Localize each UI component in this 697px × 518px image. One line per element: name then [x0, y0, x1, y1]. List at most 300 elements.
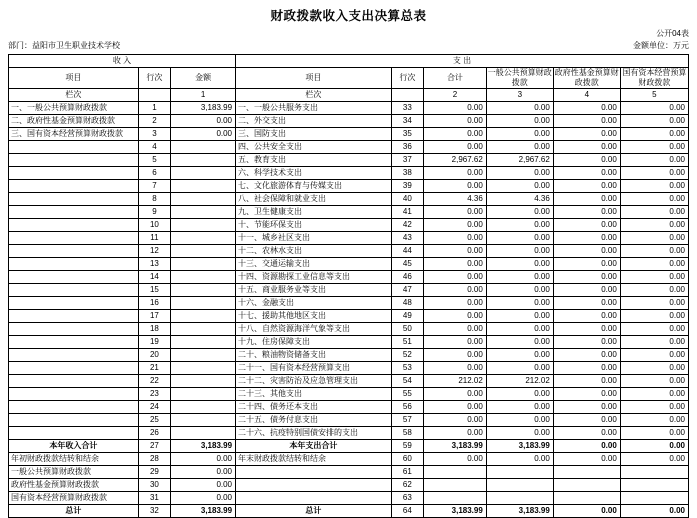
- header-income-amount: 金额: [171, 68, 236, 89]
- income-line-cell: 26: [138, 427, 170, 440]
- expense-state-capital-cell: 0.00: [620, 297, 688, 310]
- table-row: [9, 180, 689, 193]
- income-amount-cell: [171, 154, 236, 167]
- income-amount-cell: [171, 401, 236, 414]
- expense-state-capital-cell: 0.00: [620, 362, 688, 375]
- expense-state-capital-cell: 0.00: [620, 206, 688, 219]
- income-amount-cell: [171, 141, 236, 154]
- expense-state-capital-cell: 0.00: [620, 375, 688, 388]
- expense-general-public-cell: 0.00: [486, 310, 553, 323]
- expense-total-cell: 2,967.62: [424, 154, 487, 167]
- expense-gov-fund-cell: 0.00: [553, 362, 620, 375]
- header-expense-total: 合计: [424, 68, 487, 89]
- expense-gov-fund-cell: 0.00: [553, 219, 620, 232]
- expense-project-cell: 总计: [236, 505, 392, 518]
- expense-gov-fund-cell: [553, 466, 620, 479]
- income-project-cell: [9, 323, 139, 336]
- income-line-cell: 24: [138, 401, 170, 414]
- expense-general-public-cell: 0.00: [486, 245, 553, 258]
- income-project-cell: [9, 141, 139, 154]
- expense-gov-fund-cell: 0.00: [553, 310, 620, 323]
- expense-general-public-cell: 212.02: [486, 375, 553, 388]
- expense-total-cell: [424, 492, 487, 505]
- income-amount-cell: 0.00: [171, 128, 236, 141]
- header-expense-line: 行次: [391, 68, 423, 89]
- table-group-header-row: [9, 55, 689, 68]
- label-column-number-expense: 栏次: [236, 89, 392, 102]
- expense-project-cell: 二十六、抗疫特别国债安排的支出: [236, 427, 392, 440]
- expense-state-capital-cell: 0.00: [620, 453, 688, 466]
- expense-line-cell: 34: [391, 115, 423, 128]
- income-line-cell: 4: [138, 141, 170, 154]
- expense-project-cell: 本年支出合计: [236, 440, 392, 453]
- header-general-public-budget: 一般公共预算财政拨款: [487, 68, 552, 87]
- income-line-cell: 16: [138, 297, 170, 310]
- expense-line-cell: 58: [391, 427, 423, 440]
- expense-total-cell: 0.00: [424, 297, 487, 310]
- income-line-cell: 20: [138, 349, 170, 362]
- expense-project-cell: [236, 492, 392, 505]
- income-line-cell: 22: [138, 375, 170, 388]
- table-row: [9, 414, 689, 427]
- expense-line-cell: 39: [391, 180, 423, 193]
- table-row: [9, 388, 689, 401]
- expense-general-public-cell: 0.00: [486, 362, 553, 375]
- table-row: [9, 375, 689, 388]
- table-row: [9, 206, 689, 219]
- expense-state-capital-cell: [620, 479, 688, 492]
- income-amount-cell: [171, 167, 236, 180]
- expense-project-cell: 十八、自然资源海洋气象等支出: [236, 323, 392, 336]
- expense-general-public-cell: 0.00: [486, 453, 553, 466]
- expense-general-public-cell: 0.00: [486, 323, 553, 336]
- col-num-3: 3: [486, 89, 553, 102]
- income-project-cell: [9, 349, 139, 362]
- table-row: [9, 128, 689, 141]
- expense-line-cell: 60: [391, 453, 423, 466]
- expense-total-cell: 0.00: [424, 206, 487, 219]
- expense-project-cell: 二、外交支出: [236, 115, 392, 128]
- expense-general-public-cell: 0.00: [486, 349, 553, 362]
- table-row: [9, 401, 689, 414]
- expense-state-capital-cell: 0.00: [620, 414, 688, 427]
- table-row: [9, 310, 689, 323]
- income-line-cell: 15: [138, 284, 170, 297]
- expense-project-cell: 十九、住房保障支出: [236, 336, 392, 349]
- income-amount-cell: 0.00: [171, 115, 236, 128]
- income-amount-cell: [171, 388, 236, 401]
- expense-general-public-cell: 2,967.62: [486, 154, 553, 167]
- income-line-cell: 12: [138, 245, 170, 258]
- income-project-cell: [9, 388, 139, 401]
- income-project-cell: [9, 232, 139, 245]
- table-row: [9, 453, 689, 466]
- expense-project-cell: 三、国防支出: [236, 128, 392, 141]
- expense-state-capital-cell: [620, 466, 688, 479]
- table-row: [9, 219, 689, 232]
- income-project-cell: [9, 180, 139, 193]
- col-num-1: 1: [171, 89, 236, 102]
- expense-line-cell: 63: [391, 492, 423, 505]
- table-column-header-row: [9, 68, 689, 89]
- expense-project-cell: 十二、农林水支出: [236, 245, 392, 258]
- expense-state-capital-cell: 0.00: [620, 349, 688, 362]
- income-project-cell: [9, 167, 139, 180]
- income-project-cell: [9, 375, 139, 388]
- expense-state-capital-cell: 0.00: [620, 154, 688, 167]
- expense-line-cell: 57: [391, 414, 423, 427]
- expense-project-cell: 十一、城乡社区支出: [236, 232, 392, 245]
- expense-general-public-cell: 0.00: [486, 167, 553, 180]
- expense-gov-fund-cell: 0.00: [553, 102, 620, 115]
- expense-general-public-cell: 0.00: [486, 219, 553, 232]
- expense-total-cell: 0.00: [424, 245, 487, 258]
- expense-gov-fund-cell: 0.00: [553, 141, 620, 154]
- income-project-cell: 政府性基金预算财政拨款: [9, 479, 139, 492]
- income-project-cell: [9, 414, 139, 427]
- expense-total-cell: 0.00: [424, 180, 487, 193]
- income-amount-cell: [171, 349, 236, 362]
- expense-state-capital-cell: 0.00: [620, 258, 688, 271]
- expense-gov-fund-cell: 0.00: [553, 128, 620, 141]
- income-line-cell: 10: [138, 219, 170, 232]
- expense-project-cell: 十四、资源勘探工业信息等支出: [236, 271, 392, 284]
- table-row: [9, 479, 689, 492]
- income-project-cell: [9, 271, 139, 284]
- expense-total-cell: 0.00: [424, 349, 487, 362]
- income-amount-cell: 0.00: [171, 453, 236, 466]
- col-num-blank-expense-line: [391, 89, 423, 102]
- expense-general-public-cell: 0.00: [486, 297, 553, 310]
- col-num-5: 5: [620, 89, 688, 102]
- expense-line-cell: 53: [391, 362, 423, 375]
- expense-total-cell: 0.00: [424, 336, 487, 349]
- expense-project-cell: 十七、援助其他地区支出: [236, 310, 392, 323]
- expense-line-cell: 37: [391, 154, 423, 167]
- expense-general-public-cell: 0.00: [486, 336, 553, 349]
- income-amount-cell: [171, 323, 236, 336]
- expense-general-public-cell: 0.00: [486, 427, 553, 440]
- income-project-cell: [9, 219, 139, 232]
- expense-line-cell: 38: [391, 167, 423, 180]
- expense-general-public-cell: 0.00: [486, 102, 553, 115]
- expense-general-public-cell: 0.00: [486, 401, 553, 414]
- expense-line-cell: 36: [391, 141, 423, 154]
- income-amount-cell: [171, 297, 236, 310]
- expense-gov-fund-cell: 0.00: [553, 115, 620, 128]
- public-code: 公开04表: [656, 29, 689, 38]
- expense-project-cell: 四、公共安全支出: [236, 141, 392, 154]
- col-num-4: 4: [553, 89, 620, 102]
- financial-allocation-table: [8, 54, 689, 518]
- table-row: [9, 258, 689, 271]
- expense-total-cell: 0.00: [424, 362, 487, 375]
- expense-gov-fund-cell: 0.00: [553, 505, 620, 518]
- expense-state-capital-cell: 0.00: [620, 401, 688, 414]
- expense-general-public-cell: 4.36: [486, 193, 553, 206]
- expense-gov-fund-cell: 0.00: [553, 297, 620, 310]
- amount-unit: 金额单位：万元: [633, 41, 689, 50]
- expense-project-cell: 二十三、其他支出: [236, 388, 392, 401]
- expense-general-public-cell: 0.00: [486, 206, 553, 219]
- expense-line-cell: 44: [391, 245, 423, 258]
- expense-project-cell: 二十四、债务还本支出: [236, 401, 392, 414]
- income-project-cell: [9, 193, 139, 206]
- header-expense-project: 项目: [236, 68, 392, 89]
- expense-total-cell: [424, 479, 487, 492]
- income-amount-cell: 3,183.99: [171, 505, 236, 518]
- expense-state-capital-cell: 0.00: [620, 336, 688, 349]
- expense-line-cell: 42: [391, 219, 423, 232]
- expense-gov-fund-cell: 0.00: [553, 453, 620, 466]
- expense-state-capital-cell: 0.00: [620, 180, 688, 193]
- income-line-cell: 25: [138, 414, 170, 427]
- income-project-cell: [9, 258, 139, 271]
- table-row: [9, 284, 689, 297]
- department-name: 益阳市卫生职业技术学校: [32, 41, 120, 50]
- expense-line-cell: 50: [391, 323, 423, 336]
- income-line-cell: 9: [138, 206, 170, 219]
- income-project-cell: 一般公共预算财政拨款: [9, 466, 139, 479]
- expense-general-public-cell: [486, 492, 553, 505]
- expense-state-capital-cell: 0.00: [620, 310, 688, 323]
- expense-project-cell: 六、科学技术支出: [236, 167, 392, 180]
- expense-general-public-cell: [486, 479, 553, 492]
- income-project-cell: [9, 245, 139, 258]
- expense-total-cell: 0.00: [424, 102, 487, 115]
- expense-general-public-cell: 3,183.99: [486, 505, 553, 518]
- expense-project-cell: 一、一般公共服务支出: [236, 102, 392, 115]
- income-amount-cell: [171, 414, 236, 427]
- expense-total-cell: 0.00: [424, 401, 487, 414]
- income-amount-cell: [171, 258, 236, 271]
- expense-general-public-cell: [486, 466, 553, 479]
- expense-line-cell: 46: [391, 271, 423, 284]
- expense-line-cell: 33: [391, 102, 423, 115]
- income-line-cell: 19: [138, 336, 170, 349]
- expense-line-cell: 55: [391, 388, 423, 401]
- expense-line-cell: 64: [391, 505, 423, 518]
- expense-total-cell: 0.00: [424, 323, 487, 336]
- table-row: [9, 466, 689, 479]
- expense-project-cell: 二十五、债务付息支出: [236, 414, 392, 427]
- expense-gov-fund-cell: 0.00: [553, 427, 620, 440]
- expense-state-capital-cell: 0.00: [620, 232, 688, 245]
- table-row: [9, 297, 689, 310]
- expense-state-capital-cell: 0.00: [620, 141, 688, 154]
- expense-gov-fund-cell: 0.00: [553, 167, 620, 180]
- expense-line-cell: 48: [391, 297, 423, 310]
- expense-total-cell: 0.00: [424, 258, 487, 271]
- income-project-cell: 二、政府性基金预算财政拨款: [9, 115, 139, 128]
- expense-general-public-cell: 0.00: [486, 180, 553, 193]
- page-title: 财政拨款收入支出决算总表: [270, 9, 427, 23]
- expense-line-cell: 49: [391, 310, 423, 323]
- expense-total-cell: 0.00: [424, 141, 487, 154]
- table-row: [9, 492, 689, 505]
- expense-general-public-cell: 0.00: [486, 388, 553, 401]
- income-amount-cell: 3,183.99: [171, 440, 236, 453]
- income-project-cell: 年初财政拨款结转和结余: [9, 453, 139, 466]
- table-row: [9, 141, 689, 154]
- income-line-cell: 1: [138, 102, 170, 115]
- expense-total-cell: 0.00: [424, 167, 487, 180]
- expense-total-cell: 0.00: [424, 128, 487, 141]
- table-row: [9, 505, 689, 518]
- income-amount-cell: [171, 271, 236, 284]
- expense-gov-fund-cell: 0.00: [553, 323, 620, 336]
- expense-line-cell: 62: [391, 479, 423, 492]
- expense-gov-fund-cell: 0.00: [553, 440, 620, 453]
- expense-line-cell: 40: [391, 193, 423, 206]
- expense-line-cell: 43: [391, 232, 423, 245]
- expense-project-cell: [236, 479, 392, 492]
- expense-total-cell: 4.36: [424, 193, 487, 206]
- table-column-number-row: [9, 89, 689, 102]
- table-row: [9, 427, 689, 440]
- expense-group-header: 支 出: [236, 55, 689, 68]
- income-line-cell: 13: [138, 258, 170, 271]
- income-line-cell: 2: [138, 115, 170, 128]
- expense-project-cell: 十五、商业服务业等支出: [236, 284, 392, 297]
- meta-right: [633, 28, 689, 52]
- income-project-cell: [9, 206, 139, 219]
- expense-state-capital-cell: 0.00: [620, 323, 688, 336]
- table-row: [9, 245, 689, 258]
- expense-gov-fund-cell: 0.00: [553, 180, 620, 193]
- expense-line-cell: 51: [391, 336, 423, 349]
- expense-gov-fund-cell: [553, 492, 620, 505]
- expense-state-capital-cell: 0.00: [620, 193, 688, 206]
- income-line-cell: 5: [138, 154, 170, 167]
- table-row: [9, 362, 689, 375]
- income-line-cell: 21: [138, 362, 170, 375]
- label-column-number-income: 栏次: [9, 89, 139, 102]
- expense-project-cell: 二十一、国有资本经营预算支出: [236, 362, 392, 375]
- expense-general-public-cell: 0.00: [486, 414, 553, 427]
- expense-general-public-cell: 0.00: [486, 258, 553, 271]
- expense-line-cell: 54: [391, 375, 423, 388]
- expense-total-cell: 0.00: [424, 453, 487, 466]
- expense-gov-fund-cell: [553, 479, 620, 492]
- expense-gov-fund-cell: 0.00: [553, 154, 620, 167]
- income-project-cell: [9, 310, 139, 323]
- expense-state-capital-cell: 0.00: [620, 271, 688, 284]
- expense-line-cell: 52: [391, 349, 423, 362]
- expense-project-cell: 年末财政拨款结转和结余: [236, 453, 392, 466]
- expense-project-cell: [236, 466, 392, 479]
- col-num-blank-income-line: [138, 89, 170, 102]
- department-label: 部门：: [8, 41, 32, 50]
- income-line-cell: 7: [138, 180, 170, 193]
- income-amount-cell: [171, 310, 236, 323]
- income-project-cell: 一、一般公共预算财政拨款: [9, 102, 139, 115]
- income-line-cell: 18: [138, 323, 170, 336]
- col-num-2: 2: [424, 89, 487, 102]
- expense-total-cell: 0.00: [424, 427, 487, 440]
- expense-state-capital-cell: 0.00: [620, 427, 688, 440]
- income-line-cell: 6: [138, 167, 170, 180]
- expense-general-public-cell: 0.00: [486, 115, 553, 128]
- expense-gov-fund-cell: 0.00: [553, 388, 620, 401]
- expense-project-cell: 八、社会保障和就业支出: [236, 193, 392, 206]
- income-group-header: 收 入: [9, 55, 236, 68]
- income-project-cell: [9, 154, 139, 167]
- income-line-cell: 30: [138, 479, 170, 492]
- expense-line-cell: 61: [391, 466, 423, 479]
- expense-state-capital-cell: 0.00: [620, 505, 688, 518]
- expense-line-cell: 35: [391, 128, 423, 141]
- expense-gov-fund-cell: 0.00: [553, 232, 620, 245]
- table-row: [9, 193, 689, 206]
- department-info: [8, 40, 120, 52]
- table-body: [9, 102, 689, 518]
- table-row: [9, 349, 689, 362]
- expense-general-public-cell: 0.00: [486, 128, 553, 141]
- expense-gov-fund-cell: 0.00: [553, 401, 620, 414]
- expense-project-cell: 二十二、灾害防治及应急管理支出: [236, 375, 392, 388]
- expense-total-cell: 0.00: [424, 284, 487, 297]
- table-row: [9, 102, 689, 115]
- expense-gov-fund-cell: 0.00: [553, 245, 620, 258]
- expense-gov-fund-cell: 0.00: [553, 193, 620, 206]
- expense-total-cell: 0.00: [424, 232, 487, 245]
- expense-state-capital-cell: 0.00: [620, 115, 688, 128]
- income-amount-cell: [171, 336, 236, 349]
- expense-general-public-cell: 0.00: [486, 232, 553, 245]
- expense-state-capital-cell: [620, 492, 688, 505]
- report-meta: [8, 28, 689, 52]
- expense-gov-fund-cell: 0.00: [553, 284, 620, 297]
- income-line-cell: 32: [138, 505, 170, 518]
- income-amount-cell: [171, 245, 236, 258]
- income-line-cell: 28: [138, 453, 170, 466]
- income-project-cell: [9, 297, 139, 310]
- expense-general-public-cell: 0.00: [486, 141, 553, 154]
- income-line-cell: 11: [138, 232, 170, 245]
- expense-total-cell: 0.00: [424, 115, 487, 128]
- expense-state-capital-cell: 0.00: [620, 440, 688, 453]
- income-project-cell: [9, 284, 139, 297]
- income-amount-cell: [171, 375, 236, 388]
- income-amount-cell: [171, 427, 236, 440]
- income-amount-cell: [171, 219, 236, 232]
- expense-total-cell: 0.00: [424, 310, 487, 323]
- income-amount-cell: [171, 362, 236, 375]
- income-project-cell: 国有资本经营预算财政拨款: [9, 492, 139, 505]
- expense-gov-fund-cell: 0.00: [553, 206, 620, 219]
- expense-general-public-cell: 3,183.99: [486, 440, 553, 453]
- income-amount-cell: [171, 232, 236, 245]
- expense-total-cell: 0.00: [424, 414, 487, 427]
- expense-line-cell: 56: [391, 401, 423, 414]
- expense-line-cell: 47: [391, 284, 423, 297]
- income-amount-cell: 3,183.99: [171, 102, 236, 115]
- expense-gov-fund-cell: 0.00: [553, 349, 620, 362]
- header-gov-fund-budget: 政府性基金预算财政拨款: [554, 68, 619, 87]
- expense-total-cell: 3,183.99: [424, 440, 487, 453]
- expense-project-cell: 九、卫生健康支出: [236, 206, 392, 219]
- expense-project-cell: 二十、粮油物资储备支出: [236, 349, 392, 362]
- expense-total-cell: 3,183.99: [424, 505, 487, 518]
- table-row: [9, 154, 689, 167]
- expense-general-public-cell: 0.00: [486, 271, 553, 284]
- expense-state-capital-cell: 0.00: [620, 167, 688, 180]
- table-row: [9, 232, 689, 245]
- expense-state-capital-cell: 0.00: [620, 284, 688, 297]
- expense-total-cell: 0.00: [424, 388, 487, 401]
- income-amount-cell: 0.00: [171, 492, 236, 505]
